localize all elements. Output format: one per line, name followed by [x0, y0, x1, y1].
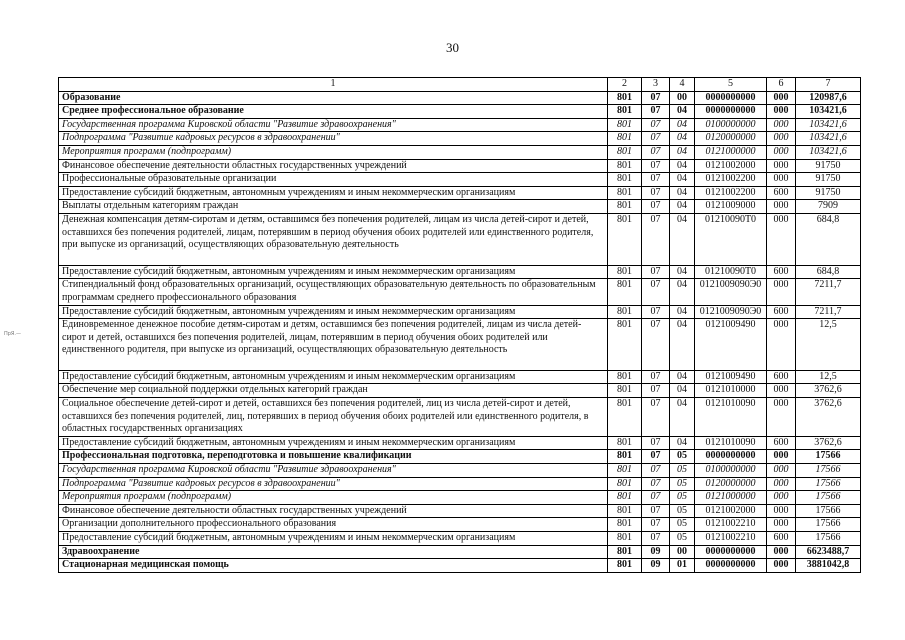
row-description: Подпрограмма "Развитие кадровых ресурсов в здравоохранении"	[59, 132, 608, 146]
row-subsection-code: 04	[670, 213, 695, 265]
row-expense-type-code: 000	[767, 559, 796, 573]
row-target-article-code: 0000000000	[695, 105, 767, 119]
row-target-article-code: 0121000000	[695, 491, 767, 505]
table-row	[59, 145, 861, 159]
table-row	[59, 186, 861, 200]
row-expense-type-code: 000	[767, 118, 796, 132]
row-description: Профессиональная подготовка, переподготовка и повышение квалификации	[59, 450, 608, 464]
table-row	[59, 464, 861, 478]
row-amount: 12,5	[796, 370, 861, 384]
row-department-code: 801	[608, 173, 642, 187]
row-subsection-code: 04	[670, 173, 695, 187]
row-section-code: 07	[642, 370, 670, 384]
table-row	[59, 159, 861, 173]
row-department-code: 801	[608, 132, 642, 146]
row-section-code: 07	[642, 132, 670, 146]
row-section-code: 07	[642, 265, 670, 279]
row-department-code: 801	[608, 436, 642, 450]
row-expense-type-code: 000	[767, 200, 796, 214]
row-amount: 7211,7	[796, 279, 861, 305]
row-amount: 17566	[796, 504, 861, 518]
margin-mark: ПрЯ.—	[4, 331, 21, 337]
row-section-code: 07	[642, 200, 670, 214]
row-expense-type-code: 000	[767, 132, 796, 146]
row-section-code: 07	[642, 118, 670, 132]
row-subsection-code: 05	[670, 450, 695, 464]
row-department-code: 801	[608, 91, 642, 105]
row-target-article-code: 0121009090Э0	[695, 279, 767, 305]
row-amount: 103421,6	[796, 145, 861, 159]
row-description: Финансовое обеспечение деятельности областных государственных учреждений	[59, 504, 608, 518]
row-expense-type-code: 000	[767, 159, 796, 173]
row-subsection-code: 04	[670, 118, 695, 132]
row-section-code: 07	[642, 145, 670, 159]
row-department-code: 801	[608, 559, 642, 573]
row-amount: 17566	[796, 518, 861, 532]
header-cell-expense-type: 6	[767, 78, 796, 92]
header-cell-section: 3	[642, 78, 670, 92]
table-row	[59, 319, 861, 371]
row-description: Обеспечение мер социальной поддержки отдельных категорий граждан	[59, 384, 608, 398]
row-section-code: 07	[642, 398, 670, 437]
row-subsection-code: 04	[670, 319, 695, 371]
row-department-code: 801	[608, 265, 642, 279]
row-department-code: 801	[608, 477, 642, 491]
row-description: Стипендиальный фонд образовательных организаций, осуществляющих образовательную деятельность по образовательным программам среднего профессионального образования	[59, 279, 608, 305]
budget-table	[58, 77, 861, 573]
table-row	[59, 398, 861, 437]
row-section-code: 07	[642, 105, 670, 119]
row-amount: 17566	[796, 491, 861, 505]
row-section-code: 07	[642, 504, 670, 518]
row-target-article-code: 0120000000	[695, 477, 767, 491]
row-section-code: 07	[642, 213, 670, 265]
row-expense-type-code: 000	[767, 91, 796, 105]
table-row	[59, 532, 861, 546]
table-row	[59, 105, 861, 119]
row-amount: 17566	[796, 477, 861, 491]
table-row	[59, 305, 861, 319]
row-amount: 103421,6	[796, 132, 861, 146]
table-row	[59, 370, 861, 384]
row-expense-type-code: 000	[767, 464, 796, 478]
table-row	[59, 450, 861, 464]
table-body	[59, 91, 861, 572]
row-subsection-code: 04	[670, 200, 695, 214]
row-subsection-code: 04	[670, 436, 695, 450]
row-section-code: 07	[642, 518, 670, 532]
row-expense-type-code: 600	[767, 265, 796, 279]
row-subsection-code: 05	[670, 477, 695, 491]
row-department-code: 801	[608, 450, 642, 464]
row-department-code: 801	[608, 518, 642, 532]
row-amount: 6623488,7	[796, 545, 861, 559]
row-subsection-code: 00	[670, 91, 695, 105]
row-amount: 12,5	[796, 319, 861, 371]
row-department-code: 801	[608, 319, 642, 371]
row-expense-type-code: 000	[767, 545, 796, 559]
table-header-row	[59, 78, 861, 92]
row-target-article-code: 0121010000	[695, 384, 767, 398]
row-subsection-code: 04	[670, 384, 695, 398]
row-section-code: 07	[642, 319, 670, 371]
row-target-article-code: 0000000000	[695, 559, 767, 573]
row-expense-type-code: 600	[767, 305, 796, 319]
header-cell-target-article: 5	[695, 78, 767, 92]
row-target-article-code: 0121002000	[695, 504, 767, 518]
row-expense-type-code: 000	[767, 105, 796, 119]
row-target-article-code: 0121002210	[695, 532, 767, 546]
row-subsection-code: 05	[670, 464, 695, 478]
table-row	[59, 118, 861, 132]
row-expense-type-code: 600	[767, 370, 796, 384]
table-row	[59, 265, 861, 279]
row-expense-type-code: 000	[767, 504, 796, 518]
row-subsection-code: 04	[670, 398, 695, 437]
row-section-code: 07	[642, 450, 670, 464]
row-target-article-code: 0121009490	[695, 370, 767, 384]
page-number: 30	[446, 40, 459, 55]
row-department-code: 801	[608, 464, 642, 478]
row-section-code: 07	[642, 159, 670, 173]
row-description: Государственная программа Кировской области "Развитие здравоохранения"	[59, 464, 608, 478]
row-description: Предоставление субсидий бюджетным, автономным учреждениям и иным некоммерческим организациям	[59, 305, 608, 319]
row-target-article-code: 0100000000	[695, 464, 767, 478]
row-target-article-code: 0000000000	[695, 545, 767, 559]
row-amount: 120987,6	[796, 91, 861, 105]
row-target-article-code: 01210090Т0	[695, 213, 767, 265]
row-subsection-code: 04	[670, 132, 695, 146]
row-department-code: 801	[608, 105, 642, 119]
row-subsection-code: 04	[670, 145, 695, 159]
header-cell-department: 2	[608, 78, 642, 92]
row-description: Предоставление субсидий бюджетным, автономным учреждениям и иным некоммерческим организациям	[59, 532, 608, 546]
row-amount: 91750	[796, 159, 861, 173]
row-section-code: 07	[642, 305, 670, 319]
row-target-article-code: 0121009000	[695, 200, 767, 214]
row-section-code: 07	[642, 436, 670, 450]
row-description: Стационарная медицинская помощь	[59, 559, 608, 573]
row-expense-type-code: 000	[767, 173, 796, 187]
row-expense-type-code: 600	[767, 532, 796, 546]
row-amount: 3881042,8	[796, 559, 861, 573]
table-row	[59, 384, 861, 398]
row-amount: 17566	[796, 450, 861, 464]
row-department-code: 801	[608, 532, 642, 546]
row-amount: 91750	[796, 173, 861, 187]
row-expense-type-code: 600	[767, 436, 796, 450]
row-description: Организации дополнительного профессионального образования	[59, 518, 608, 532]
row-subsection-code: 04	[670, 265, 695, 279]
row-department-code: 801	[608, 279, 642, 305]
row-target-article-code: 0120000000	[695, 132, 767, 146]
table-row	[59, 91, 861, 105]
row-amount: 3762,6	[796, 398, 861, 437]
row-amount: 7211,7	[796, 305, 861, 319]
row-subsection-code: 01	[670, 559, 695, 573]
row-section-code: 07	[642, 173, 670, 187]
row-section-code: 09	[642, 559, 670, 573]
table-row	[59, 504, 861, 518]
row-target-article-code: 0121002210	[695, 518, 767, 532]
row-amount: 103421,6	[796, 118, 861, 132]
row-department-code: 801	[608, 504, 642, 518]
row-target-article-code: 0121002200	[695, 173, 767, 187]
table-row	[59, 545, 861, 559]
header-cell-amount: 7	[796, 78, 861, 92]
row-department-code: 801	[608, 159, 642, 173]
row-department-code: 801	[608, 213, 642, 265]
row-section-code: 09	[642, 545, 670, 559]
row-section-code: 07	[642, 279, 670, 305]
row-subsection-code: 04	[670, 159, 695, 173]
row-amount: 17566	[796, 464, 861, 478]
row-amount: 3762,6	[796, 384, 861, 398]
row-expense-type-code: 000	[767, 477, 796, 491]
row-description: Здравоохранение	[59, 545, 608, 559]
table-row	[59, 279, 861, 305]
row-target-article-code: 0121002200	[695, 186, 767, 200]
row-amount: 684,8	[796, 213, 861, 265]
table-row	[59, 559, 861, 573]
row-subsection-code: 05	[670, 532, 695, 546]
row-expense-type-code: 000	[767, 518, 796, 532]
row-section-code: 07	[642, 91, 670, 105]
row-description: Профессиональные образовательные организации	[59, 173, 608, 187]
table-row	[59, 491, 861, 505]
row-description: Денежная компенсация детям-сиротам и детям, оставшимся без попечения родителей, лицам из числа детей-сирот и детей, оставшихся без попечения родителей, лицам, потерявшим в период обучения обоих родителей или единственного родителя, при выпуске из организаций, осуществляющих образовательную деятельность	[59, 213, 608, 265]
row-expense-type-code: 000	[767, 279, 796, 305]
row-department-code: 801	[608, 491, 642, 505]
row-expense-type-code: 000	[767, 398, 796, 437]
row-expense-type-code: 000	[767, 384, 796, 398]
row-target-article-code: 0121002000	[695, 159, 767, 173]
row-subsection-code: 05	[670, 504, 695, 518]
row-description: Подпрограмма "Развитие кадровых ресурсов в здравоохранении"	[59, 477, 608, 491]
row-target-article-code: 0121010090	[695, 436, 767, 450]
row-description: Финансовое обеспечение деятельности областных государственных учреждений	[59, 159, 608, 173]
row-description: Выплаты отдельным категориям граждан	[59, 200, 608, 214]
row-amount: 91750	[796, 186, 861, 200]
row-subsection-code: 04	[670, 186, 695, 200]
row-amount: 103421,6	[796, 105, 861, 119]
row-expense-type-code: 000	[767, 145, 796, 159]
row-expense-type-code: 000	[767, 450, 796, 464]
row-department-code: 801	[608, 305, 642, 319]
row-amount: 17566	[796, 532, 861, 546]
row-subsection-code: 04	[670, 105, 695, 119]
row-expense-type-code: 000	[767, 319, 796, 371]
row-amount: 684,8	[796, 265, 861, 279]
header-cell-description: 1	[59, 78, 608, 92]
row-description: Социальное обеспечение детей-сирот и детей, оставшихся без попечения родителей, лиц из числа детей-сирот и детей, оставшихся без попечения родителей, лиц, потерявших в период обучения обоих родителей или единственного родителя, в областных государственных организациях	[59, 398, 608, 437]
row-section-code: 07	[642, 384, 670, 398]
row-target-article-code: 0000000000	[695, 91, 767, 105]
row-target-article-code: 0000000000	[695, 450, 767, 464]
row-description: Предоставление субсидий бюджетным, автономным учреждениям и иным некоммерческим организациям	[59, 186, 608, 200]
row-description: Единовременное денежное пособие детям-сиротам и детям, оставшимся без попечения родителей, лицам из числа детей-сирот и детей, оставшихся без попечения родителей, лицам, потерявшим в период обучения обоих родителей или единственного родителя, при выпуске из организаций, осуществляющих образовательную деятельность	[59, 319, 608, 371]
header-cell-subsection: 4	[670, 78, 695, 92]
row-target-article-code: 0100000000	[695, 118, 767, 132]
row-section-code: 07	[642, 477, 670, 491]
table-row	[59, 173, 861, 187]
row-department-code: 801	[608, 200, 642, 214]
row-subsection-code: 00	[670, 545, 695, 559]
row-description: Образование	[59, 91, 608, 105]
row-expense-type-code: 000	[767, 491, 796, 505]
row-description: Предоставление субсидий бюджетным, автономным учреждениям и иным некоммерческим организациям	[59, 436, 608, 450]
row-department-code: 801	[608, 186, 642, 200]
row-section-code: 07	[642, 186, 670, 200]
row-amount: 3762,6	[796, 436, 861, 450]
row-section-code: 07	[642, 532, 670, 546]
row-target-article-code: 0121009090Э0	[695, 305, 767, 319]
row-description: Предоставление субсидий бюджетным, автономным учреждениям и иным некоммерческим организациям	[59, 265, 608, 279]
row-amount: 7909	[796, 200, 861, 214]
row-subsection-code: 04	[670, 305, 695, 319]
row-subsection-code: 05	[670, 491, 695, 505]
row-description: Мероприятия программ (подпрограмм)	[59, 145, 608, 159]
row-description: Среднее профессиональное образование	[59, 105, 608, 119]
row-subsection-code: 04	[670, 279, 695, 305]
row-description: Мероприятия программ (подпрограмм)	[59, 491, 608, 505]
row-target-article-code: 0121009490	[695, 319, 767, 371]
row-subsection-code: 05	[670, 518, 695, 532]
row-expense-type-code: 000	[767, 213, 796, 265]
row-description: Предоставление субсидий бюджетным, автономным учреждениям и иным некоммерческим организациям	[59, 370, 608, 384]
row-target-article-code: 0121010090	[695, 398, 767, 437]
row-department-code: 801	[608, 384, 642, 398]
row-department-code: 801	[608, 370, 642, 384]
table-row	[59, 213, 861, 265]
row-target-article-code: 0121000000	[695, 145, 767, 159]
row-department-code: 801	[608, 145, 642, 159]
table-row	[59, 518, 861, 532]
table-row	[59, 132, 861, 146]
table-row	[59, 200, 861, 214]
row-department-code: 801	[608, 118, 642, 132]
row-department-code: 801	[608, 545, 642, 559]
row-description: Государственная программа Кировской области "Развитие здравоохранения"	[59, 118, 608, 132]
row-expense-type-code: 600	[767, 186, 796, 200]
row-section-code: 07	[642, 464, 670, 478]
table-row	[59, 436, 861, 450]
table-row	[59, 477, 861, 491]
row-section-code: 07	[642, 491, 670, 505]
row-target-article-code: 01210090Т0	[695, 265, 767, 279]
row-subsection-code: 04	[670, 370, 695, 384]
row-department-code: 801	[608, 398, 642, 437]
